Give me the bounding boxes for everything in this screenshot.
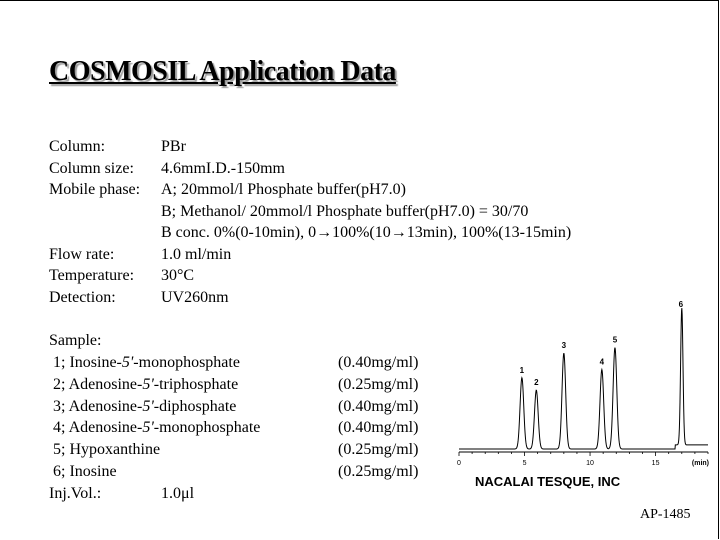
injection-volume-value: 1.0μl	[161, 484, 195, 502]
chromatogram-trace	[459, 308, 708, 449]
condition-label: Detection:	[49, 288, 116, 306]
condition-value: A; 20mmol/l Phosphate buffer(pH7.0)	[161, 181, 407, 198]
sample-item-name	[49, 418, 260, 438]
condition-value: PBr	[161, 138, 186, 155]
condition-label: Mobile phase:	[49, 181, 141, 198]
condition-value: 30°C	[161, 267, 195, 284]
condition-value: B; Methanol/ 20mmol/l Phosphate buffer(pH7.0) = 30/70	[161, 202, 529, 220]
x-tick-label: 10	[586, 460, 594, 467]
condition-value: B conc. 0%(0-10min), 0→100%(10→13min), 100%(13-15min)	[161, 224, 572, 241]
peak-label: 6	[678, 300, 684, 309]
peak-label: 1	[519, 365, 525, 375]
sample-suffix: -triphosphate	[153, 375, 239, 393]
condition-value: 1.0 ml/min	[161, 245, 232, 263]
peak-label: 4	[599, 357, 605, 367]
sample-prefix: 4; Adenosine-	[49, 419, 143, 437]
sample-suffix: -monophosphate	[153, 419, 261, 437]
sample-position: 5'	[121, 354, 134, 371]
sample-prefix: 2; Adenosine-	[49, 375, 143, 393]
sample-item-name	[49, 440, 160, 460]
peak-label: 2	[534, 378, 539, 388]
company-name: NACALAI TESQUE, INC	[475, 474, 621, 489]
sample-prefix: 6; Inosine	[49, 463, 117, 480]
sample-item-concentration: (0.25mg/ml)	[338, 375, 419, 393]
chromatogram-chart	[450, 292, 712, 472]
condition-value: UV260nm	[161, 288, 229, 306]
x-tick-label: 15	[651, 460, 660, 467]
sample-prefix: 1; Inosine-	[49, 354, 122, 371]
injection-volume-label: Inj.Vol.:	[49, 484, 102, 502]
sample-item-concentration: (0.40mg/ml)	[338, 397, 419, 415]
sample-item-name	[49, 397, 236, 417]
document-code: AP-1485	[640, 507, 691, 522]
sample-heading: Sample:	[49, 332, 102, 349]
sample-item-concentration: (0.40mg/ml)	[338, 419, 419, 437]
condition-label: Column size:	[49, 159, 134, 177]
page-title: COSMOSIL Application Data	[49, 56, 396, 87]
sample-item-concentration: (0.25mg/ml)	[338, 441, 419, 459]
sample-item-name	[49, 353, 240, 373]
sample-item-concentration: (0.40mg/ml)	[338, 354, 419, 371]
x-tick-label: 0	[457, 460, 461, 467]
sample-suffix: -monophosphate	[133, 354, 240, 371]
sample-item-name	[49, 375, 238, 395]
sample-item-concentration: (0.25mg/ml)	[338, 463, 419, 480]
sample-item-name	[49, 462, 117, 482]
peak-label: 5	[612, 335, 618, 345]
sample-position: 5'	[142, 419, 154, 437]
condition-value: 4.6mmI.D.-150mm	[161, 159, 285, 177]
sample-prefix: 3; Adenosine-	[49, 397, 143, 415]
sample-position: 5'	[142, 375, 154, 393]
peak-label: 3	[561, 341, 567, 351]
condition-label: Column:	[49, 138, 106, 155]
sample-position: 5'	[142, 397, 154, 415]
condition-label: Temperature:	[49, 267, 135, 284]
sample-suffix: -diphosphate	[153, 397, 237, 415]
x-tick-label: 5	[522, 460, 527, 467]
condition-label: Flow rate:	[49, 245, 115, 263]
sample-prefix: 5; Hypoxanthine	[49, 441, 161, 459]
x-axis-label: (min)	[691, 460, 709, 467]
